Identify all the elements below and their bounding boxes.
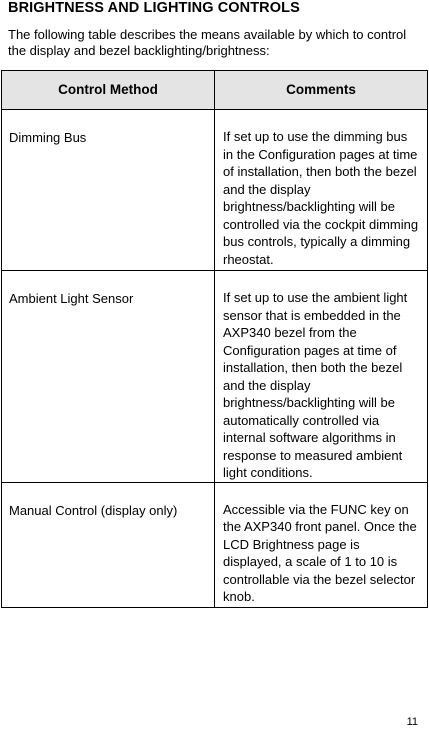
table-row — [2, 271, 428, 483]
column-header-comments: Comments — [215, 71, 428, 110]
intro-paragraph: The following table describes the means available by which to control the display and bezel backlighting/brightness: — [8, 27, 407, 58]
table-row — [2, 482, 428, 607]
control-method-cell: Manual Control (display only) — [2, 482, 215, 607]
section-heading: BRIGHTNESS AND LIGHTING CONTROLS — [8, 0, 300, 16]
controls-table — [1, 70, 428, 608]
control-method-cell: Ambient Light Sensor — [2, 271, 215, 483]
table-header-row — [2, 71, 428, 110]
comments-cell: Accessible via the FUNC key on the AXP340 front panel. Once the LCD Brightness page is displayed, a scale of 1 to 10 is controllable via the bezel selector knob. — [215, 482, 428, 607]
comments-cell: If set up to use the dimming bus in the Configuration pages at time of installation, then both the bezel and the display brightness/backlighting will be controlled via the cockpit dimming bus controls, typically a dimming rheostat. — [215, 110, 428, 271]
table-row — [2, 110, 428, 271]
control-method-cell: Dimming Bus — [2, 110, 215, 271]
comments-cell: If set up to use the ambient light sensor that is embedded in the AXP340 bezel from the Configuration pages at time of installation, then both the bezel and the display brightness/backlighting will be automatically controlled via internal software algorithms in response to measured ambient light conditions. — [215, 271, 428, 483]
column-header-control-method: Control Method — [2, 71, 215, 110]
page-number: 11 — [406, 716, 418, 728]
